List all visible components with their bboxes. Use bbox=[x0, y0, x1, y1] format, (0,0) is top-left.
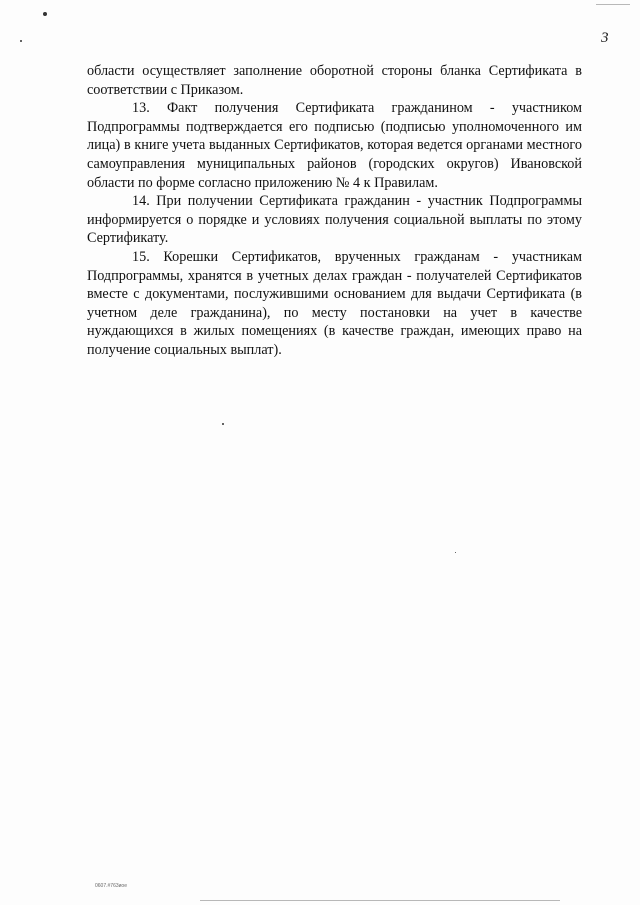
scan-edge-line bbox=[596, 4, 630, 5]
scan-speck bbox=[222, 423, 224, 425]
paragraph-13: 13. Факт получения Сертификата гражданином - участником Подпрограммы подтверждается его подписью (подписью уполномоченного им лица) в книге учета выданных Сертификатов, которая ведется органами местного самоуправления муниципальных районов (городских округов) Ивановской области по форме согласно приложению № 4 к Правилам. bbox=[87, 100, 582, 191]
scan-edge-line bbox=[200, 900, 560, 901]
paragraph-15: 15. Корешки Сертификатов, врученных гражданам - участникам Подпрограммы, хранятся в учетных делах граждан - получателей Сертификатов вместе с документами, послужившими основанием для выдачи Сертификата (в учетном деле гражданина), по месту постановки на учет в качестве нуждающихся в жилых помещениях (в качестве граждан, имеющих право на получение социальных выплат). bbox=[87, 248, 582, 358]
scan-speck bbox=[455, 552, 456, 553]
paragraph-14: 14. При получении Сертификата гражданин - участник Подпрограммы информируется о порядке и условиях получения социальной выплаты по этому Сертификату. bbox=[87, 193, 582, 247]
scan-speck bbox=[43, 12, 47, 16]
footer-code: 0607.#763иое bbox=[95, 883, 127, 889]
page-number: 3 bbox=[601, 30, 609, 46]
paragraph-continuation: области осуществляет заполнение оборотной стороны бланка Сертификата в соответствии с Приказом. bbox=[87, 63, 582, 98]
body-text bbox=[87, 62, 582, 360]
scan-speck bbox=[20, 40, 22, 42]
